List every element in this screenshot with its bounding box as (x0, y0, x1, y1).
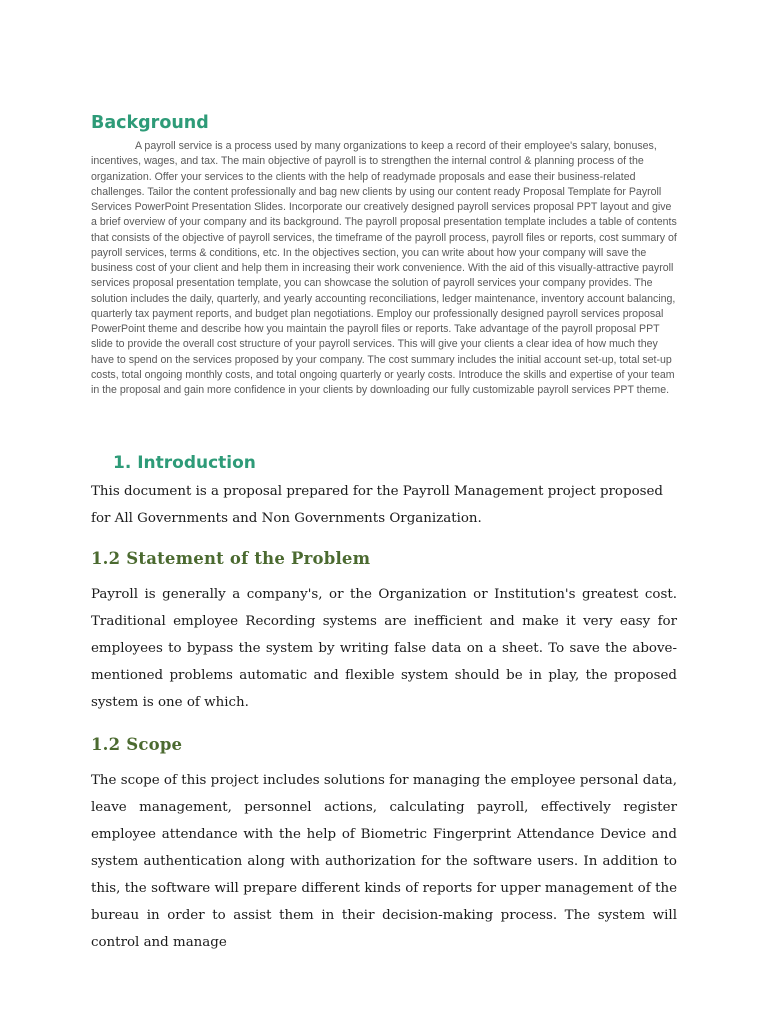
background-heading: Background (91, 113, 209, 133)
introduction-paragraph: This document is a proposal prepared for the Payroll Management project proposed for All Governments and Non Governments Organization. (91, 484, 663, 526)
scope-heading: 1.2 Scope (91, 735, 183, 754)
problem-statement-paragraph: Payroll is generally a company's, or the Organization or Institution's greatest cost. Traditional employee Recording systems are inefficient and make it very easy for employees to bypass the system by writing false data on a sheet. To save the above-mentioned problems automatic and flexible system should be in play, the proposed system is one of which. (91, 587, 677, 710)
problem-statement-heading: 1.2 Statement of the Problem (91, 549, 371, 568)
background-paragraph: A payroll service is a process used by many organizations to keep a record of their employee's salary, bonuses, incentives, wages, and tax. The main objective of payroll is to strengthen the internal control & planning process of the organization. Offer your services to the clients with the help of readymade proposals and ease their business-related challenges. Tailor the content professionally and bag new clients by using our content ready Proposal Template for Payroll Services PowerPoint Presentation Slides. Incorporate our creatively designed payroll services proposal PPT layout and give a brief overview of your company and its background. The payroll proposal presentation template includes a table of contents that consists of the objective of payroll services, the timeframe of the payroll process, payroll files or reports, cost summary of payroll services, terms & conditions, etc. In the objectives section, you can write about how your company will save the business cost of your client and help them in increasing their work convenience. With the aid of this visually-attractive payroll services proposal presentation template, you can showcase the solution of payroll services your company provides. The solution includes the daily, quarterly, and yearly accounting reconciliations, ledger maintenance, inventory account balancing, quarterly tax payment reports, and budget plan negotiations. Employ our professionally designed payroll services proposal PowerPoint theme and describe how you maintain the payroll files or reports. Take advantage of the payroll proposal PPT slide to provide the overall cost structure of your payroll services. This will give your clients a clear idea of how much they have to spend on the services proposed by your company. The cost summary includes the initial account set-up, total set-up costs, total ongoing monthly costs, and total ongoing quarterly or yearly costs. Introduce the skills and expertise of your team in the proposal and gain more confidence in your clients by downloading our fully customizable payroll services PPT theme. (91, 140, 677, 397)
introduction-heading: 1. Introduction (113, 453, 256, 473)
scope-paragraph: The scope of this project includes solutions for managing the employee personal data, leave management, personnel actions, calculating payroll, effectively register employee attendance with the help of Biometric Fingerprint Attendance Device and system authentication along with authorization for the software users. In addition to this, the software will prepare different kinds of reports for upper management of the bureau in order to assist them in their decision-making process. The system will control and manage (91, 773, 677, 950)
